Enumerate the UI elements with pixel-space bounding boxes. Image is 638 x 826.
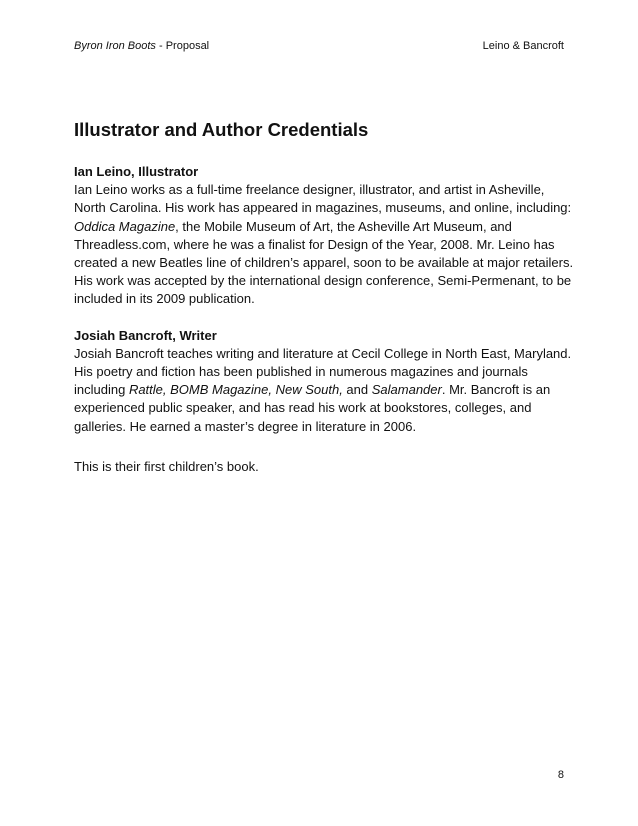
writer-title: Josiah Bancroft, Writer xyxy=(74,327,217,343)
writer-section xyxy=(74,327,574,436)
illustrator-section xyxy=(74,163,574,309)
closing-text: This is their first children’s book. xyxy=(74,458,259,474)
illustrator-bio-italic: Oddica Magazine xyxy=(74,218,176,234)
header-document-title xyxy=(74,40,209,53)
illustrator-bio-part-2: , the Mobile Museum of Art, the Asheville Art Museum, and Threadless.com, where he was a finalist for Design of the Year, 2008. Mr. Leino has created a new Beatles line of children’s apparel, soon to be available at major retailers. His work was accepted by the international design conference, Semi-Permenant, to be included in its 2009 publication. xyxy=(74,218,574,307)
page-number: 8 xyxy=(557,769,564,781)
header-title-suffix: - Proposal xyxy=(155,40,210,52)
page-heading: Illustrator and Author Credentials xyxy=(74,119,369,140)
writer-bio-part-1: Josiah Bancroft teaches writing and literature at Cecil College in North East, Maryland. His poetry and fiction has been published in numerous magazines and journals including xyxy=(74,345,572,398)
illustrator-title: Ian Leino, Illustrator xyxy=(74,164,199,179)
header-authors: Leino & Bancroft xyxy=(482,40,564,52)
writer-bio-part-3: . Mr. Bancroft is an experienced public speaker, and has read his work at bookstores, colleges, and galleries. He earned a master’s degree in literature in 2006. xyxy=(74,382,551,434)
page-header xyxy=(74,40,564,53)
writer-bio xyxy=(74,345,574,436)
writer-bio-italic-1: Rattle, BOMB Magazine, New South, xyxy=(128,382,343,398)
illustrator-bio-part-1: Ian Leino works as a full-time freelance designer, illustrator, and artist in Asheville, North Carolina. His work has appeared in magazines, museums, and online, including: xyxy=(74,182,572,216)
writer-bio-italic-2: Salamander xyxy=(371,382,442,398)
illustrator-bio xyxy=(74,181,574,308)
page-content xyxy=(74,118,574,476)
header-title-italic: Byron Iron Boots xyxy=(74,40,156,52)
writer-bio-part-2: and xyxy=(342,382,372,398)
closing-section xyxy=(74,458,574,476)
